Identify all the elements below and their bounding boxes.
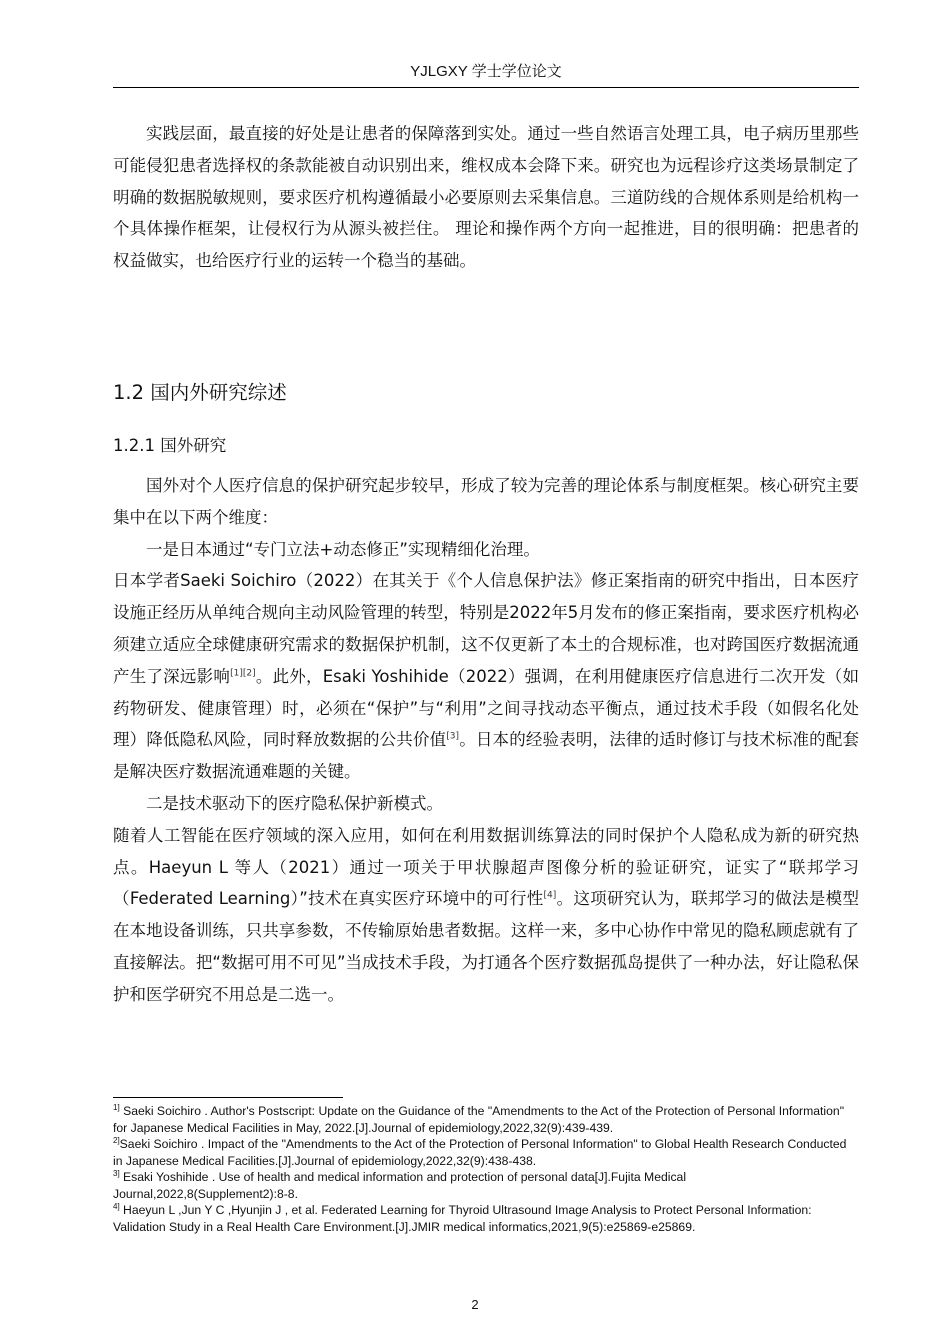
- page-number: 2: [471, 1297, 479, 1312]
- footnote-text: Saeki Soichiro . Impact of the "Amendments to the Act of the Protection of Personal Information" to Global Health Research Conducted in Japanese Medical Facilities.[J].Journal of epidemiology,2022,32(9):438-438.: [113, 1137, 847, 1168]
- body-block: [113, 470, 859, 1011]
- paragraph-point-two: 二是技术驱动下的医疗隐私保护新模式。: [146, 793, 443, 813]
- citation-1-2: [1][2]: [230, 668, 256, 679]
- footnote-text: Saeki Soichiro . Author's Postscript: Update on the Guidance of the "Amendments to the Act of the Protection of Personal Information" for Japanese Medical Facilities in May, 2022.[J].Journal of epidemiology,2022,32(9):439-439.: [113, 1104, 845, 1135]
- paragraph-federated-part1: 随着人工智能在医疗领域的深入应用，如何在利用数据训练算法的同时保护个人隐私成为新的研究热点。Haeyun L 等人（2021）通过一项关于甲状腺超声图像分析的验证研究，证实了“联邦学习（Federated Learning）”技术在真实医疗环境中的可行性: [113, 825, 859, 909]
- paragraph-point-one: 一是日本通过“专门立法+动态修正”实现精细化治理。: [146, 539, 540, 559]
- footnote-mark: 4]: [113, 1201, 120, 1211]
- footnote-rule: [113, 1097, 343, 1098]
- footnote-4: [113, 1202, 859, 1235]
- header-rule: [113, 87, 859, 88]
- citation-4: [4]: [543, 890, 557, 901]
- running-header: YJLGXY 学士学位论文: [410, 63, 562, 80]
- paragraph-japan-part3: 。日本的经验表明，法律的适时修订与技术标准的配套是解决医疗数据流通难题的关键。: [113, 730, 860, 782]
- footnote-3: [113, 1169, 859, 1202]
- subsection-heading: 1.2.1 国外研究: [113, 436, 227, 455]
- paragraph-federated: [113, 820, 859, 1011]
- footnote-text: Haeyun L ,Jun Y C ,Hyunjin J , et al. Federated Learning for Thyroid Ultrasound Image Analysis to Protect Personal Information: Validation Study in a Real Health Care Environment.[J].JMIR medical informatics,2021,9(5):e25869-e25869.: [113, 1203, 812, 1234]
- paragraph-federated-part2: 。这项研究认为，联邦学习的做法是模型在本地设备训练，只共享参数，不传输原始患者数据。这样一来，多中心协作中常见的隐私顾虑就有了直接解法。把“数据可用不可见”当成技术手段，为打通各个医疗数据孤岛提供了一种办法，好让隐私保护和医学研究不用总是二选一。: [113, 889, 859, 1004]
- footnote-text: Esaki Yoshihide . Use of health and medical information and protection of personal data[J].Fujita Medical Journal,2022,8(Supplement2):8-8.: [113, 1170, 687, 1201]
- paragraph-japan: [113, 565, 859, 788]
- paragraph-overview: 国外对个人医疗信息的保护研究起步较早，形成了较为完善的理论体系与制度框架。核心研究主要集中在以下两个维度：: [113, 476, 859, 527]
- paragraph-japan-part1: 日本学者Saeki Soichiro（2022）在其关于《个人信息保护法》修正案指南的研究中指出，日本医疗设施正经历从单纯合规向主动风险管理的转型，特别是2022年5月发布的修正案指南，要求医疗机构必须建立适应全球健康研究需求的数据保护机制，这不仅更新了本土的合规标准，也对跨国医疗数据流通产生了深远影响: [113, 571, 859, 686]
- footnote-mark: 3]: [113, 1168, 120, 1178]
- section-heading: 1.2 国内外研究综述: [113, 381, 287, 404]
- footnote-1: [113, 1103, 859, 1136]
- paragraph-japan-part2: 。此外，Esaki Yoshihide（2022）强调，在利用健康医疗信息进行二次开发（如药物研发、健康管理）时，必须在“保护”与“利用”之间寻找动态平衡点，通过技术手段（如假名化处理）降低隐私风险，同时释放数据的公共价值: [113, 666, 860, 750]
- footnote-mark: 2]: [113, 1135, 120, 1145]
- intro-block: [113, 118, 859, 277]
- intro-paragraph: 实践层面，最直接的好处是让患者的保障落到实处。通过一些自然语言处理工具，电子病历里那些可能侵犯患者选择权的条款能被自动识别出来，维权成本会降下来。研究也为远程诊疗这类场景制定了明确的数据脱敏规则，要求医疗机构遵循最小必要原则去采集信息。三道防线的合规体系则是给机构一个具体操作框架，让侵权行为从源头被拦住。 理论和操作两个方向一起推进，目的很明确：把患者的权益做实，也给医疗行业的运转一个稳当的基础。: [113, 124, 859, 271]
- citation-3: [3]: [446, 731, 460, 742]
- footnote-2: [113, 1136, 859, 1169]
- footnote-mark: 1]: [113, 1102, 120, 1112]
- footnotes: [113, 1103, 859, 1235]
